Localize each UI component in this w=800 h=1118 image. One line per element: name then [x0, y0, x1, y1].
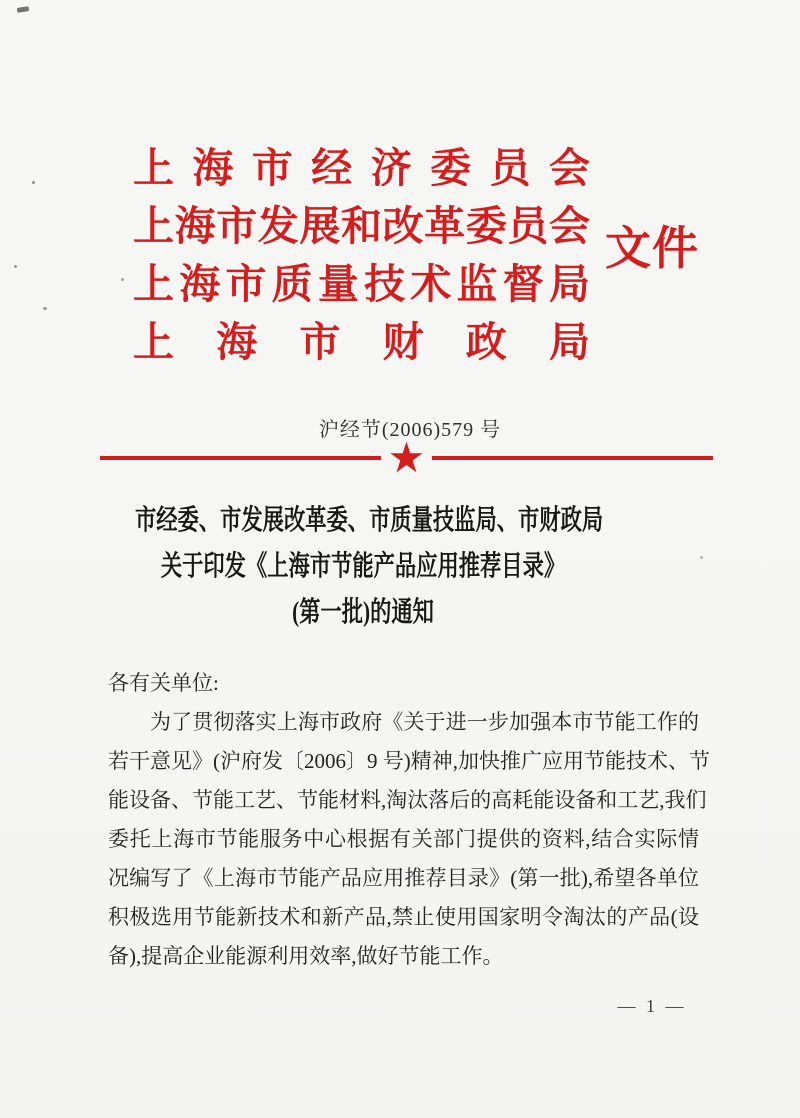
scan-speck — [43, 307, 47, 310]
scan-speck — [121, 278, 124, 281]
divider-line-right — [432, 456, 713, 460]
paragraph-line-4: 委托上海市节能服务中心根据有关部门提供的资料,结合实际情 — [108, 827, 699, 851]
document-title — [135, 498, 604, 636]
org-name-line-4: 上 海 市 财 政 局 — [133, 318, 590, 365]
paragraph-line-2: 若干意见》(沪府发〔2006〕9 号)精神,加快推广应用节能技术、节 — [108, 749, 710, 773]
page-number: — 1 — — [617, 996, 687, 1016]
paragraph-line-3: 能设备、节能工艺、节能材料,淘汰落后的高耗能设备和工艺,我们 — [108, 788, 707, 812]
doc-number: 沪经节(2006)579 号 — [318, 419, 502, 441]
org-name-line-1: 上 海 市 经 济 委 员 会 — [133, 144, 590, 191]
scan-speck — [14, 265, 17, 268]
star-divider — [100, 436, 713, 482]
paragraph-line-7: 备),提高企业能源利用效率,做好节能工作。 — [108, 944, 504, 968]
doc-type-label: 文件 — [605, 223, 699, 274]
star-icon: ★ — [387, 436, 426, 482]
salutation: 各有关单位: — [108, 671, 219, 695]
scan-speck — [17, 6, 30, 13]
paragraph-line-1: 为了贯彻落实上海市政府《关于进一步加强本市节能工作的 — [150, 710, 699, 734]
title-line-3: (第一批)的通知 — [292, 597, 434, 628]
org-name-line-2: 上 海 市 发 展 和 改 革 委 员 会 — [133, 202, 590, 249]
divider-line-left — [100, 456, 381, 460]
paragraph-line-5: 况编写了《上海市节能产品应用推荐目录》(第一批),希望各单位 — [108, 866, 699, 890]
paragraph-line-6: 积极选用节能新技术和新产品,禁止使用国家明令淘汰的产品(设 — [108, 905, 699, 929]
scan-speck — [32, 181, 35, 184]
scan-speck — [700, 556, 703, 559]
org-name-line-3: 上 海 市 质 量 技 术 监 督 局 — [133, 260, 590, 307]
document-body — [108, 664, 710, 976]
letterhead — [133, 139, 590, 371]
title-line-1: 市经委、市发展改革委、市质量技监局、市财政局 — [135, 505, 604, 536]
title-line-2: 关于印发《上海市节能产品应用推荐目录》 — [160, 551, 566, 582]
